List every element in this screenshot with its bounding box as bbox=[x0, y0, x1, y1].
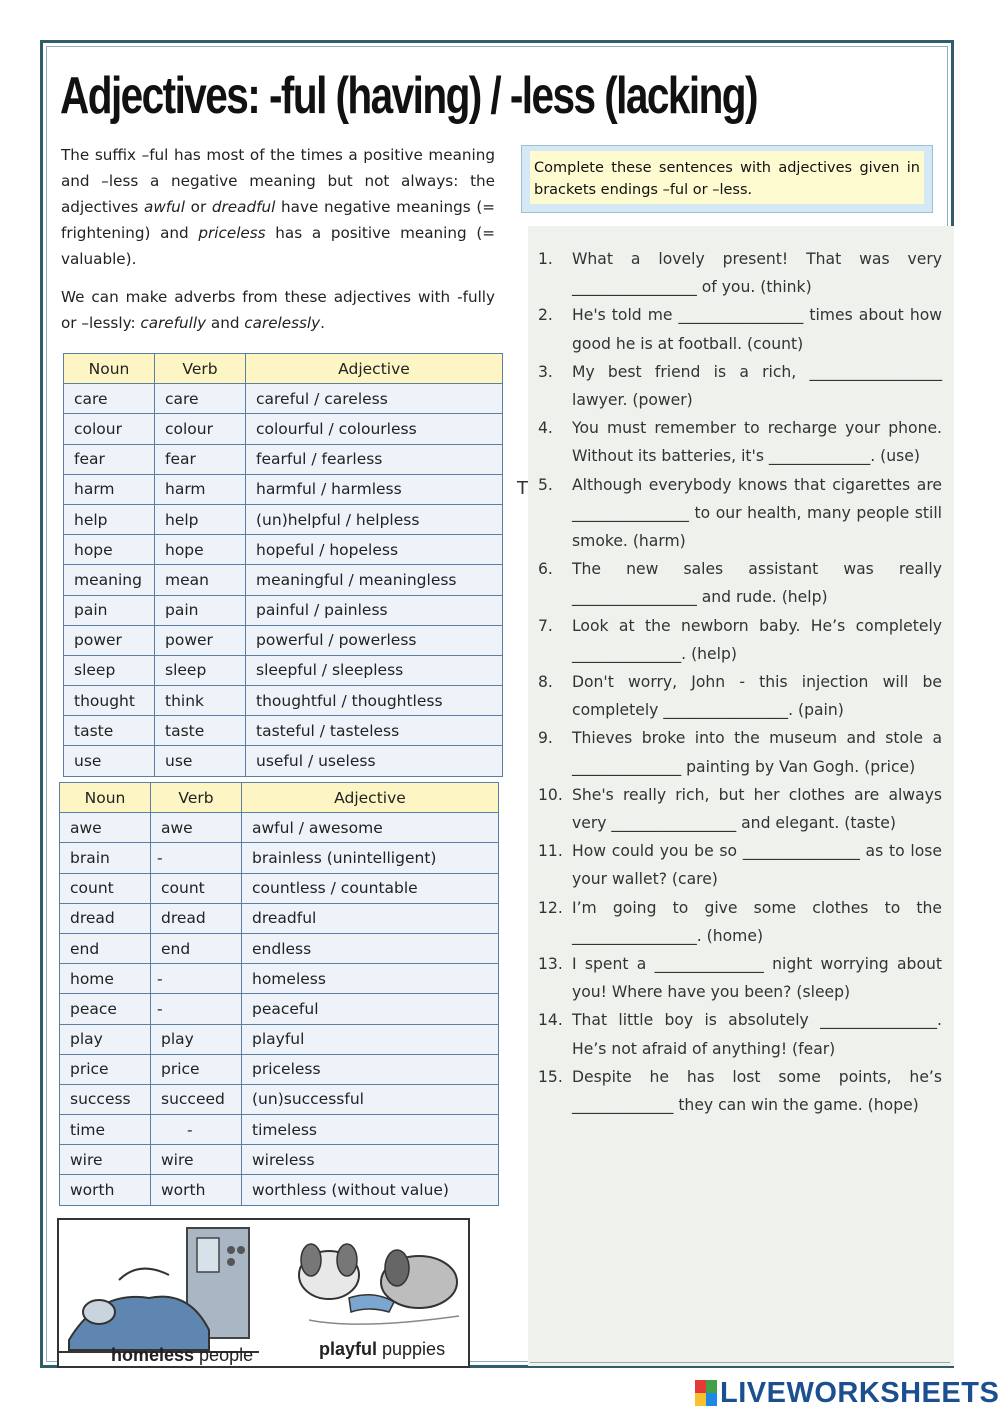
table-row bbox=[64, 565, 503, 595]
cell-verb: wire bbox=[151, 1145, 242, 1175]
exercise-item bbox=[538, 781, 942, 837]
cell-noun: home bbox=[60, 964, 151, 994]
cell-noun: fear bbox=[64, 444, 155, 474]
cell-verb: help bbox=[155, 504, 246, 534]
header-noun: Noun bbox=[64, 354, 155, 384]
table-row bbox=[64, 474, 503, 504]
table-row bbox=[64, 414, 503, 444]
table-row bbox=[64, 595, 503, 625]
table-row bbox=[64, 444, 503, 474]
exercise-text: You must remember to recharge your phone. Without its batteries, it's _____________. (use) bbox=[572, 419, 942, 466]
cell-verb: awe bbox=[151, 813, 242, 843]
table-row bbox=[60, 873, 499, 903]
exercise-number: 6. bbox=[538, 560, 553, 579]
cell-noun: time bbox=[60, 1115, 151, 1145]
cell-adjective: fearful / fearless bbox=[246, 444, 503, 474]
exercise-text: My best friend is a rich, _________________ lawyer. (power) bbox=[572, 362, 942, 410]
cell-adjective: (un)successful bbox=[242, 1084, 499, 1114]
cell-verb: count bbox=[151, 873, 242, 903]
table-row bbox=[64, 686, 503, 716]
exercise-text: That little boy is absolutely _______________. He’s not afraid of anything! (fear) bbox=[572, 1011, 942, 1058]
cell-verb: pain bbox=[155, 595, 246, 625]
intro-paragraph-2: We can make adverbs from these adjectives with -fully or –lessly: carefully and carelessly. bbox=[61, 288, 495, 332]
exercise-number: 14. bbox=[538, 1011, 563, 1030]
cell-adjective: awful / awesome bbox=[242, 813, 499, 843]
cell-verb: taste bbox=[155, 716, 246, 746]
cell-noun: play bbox=[60, 1024, 151, 1054]
exercise-text: Look at the newborn baby. He’s completely ______________. (help) bbox=[572, 616, 942, 663]
cell-adjective: dreadful bbox=[242, 903, 499, 933]
cell-noun: colour bbox=[64, 414, 155, 444]
exercise-item bbox=[538, 1006, 942, 1062]
exercise-item bbox=[538, 358, 942, 414]
exercise-item bbox=[538, 1063, 942, 1119]
exercise-text: What a lovely present! That was very ________________ of you. (think) bbox=[572, 250, 942, 297]
cell-verb: price bbox=[151, 1054, 242, 1084]
cell-adjective: timeless bbox=[242, 1115, 499, 1145]
exercise-number: 10. bbox=[538, 785, 563, 804]
cell-verb: succeed bbox=[151, 1084, 242, 1114]
cell-noun: use bbox=[64, 746, 155, 776]
cell-verb: mean bbox=[155, 565, 246, 595]
exercise-item bbox=[538, 894, 942, 950]
intro-paragraph-1: The suffix –ful has most of the times a positive meaning and –less a negative meaning but not always: the adjectives awful or dreadful have negative meanings (= frightening) and priceless has a positive meaning (= valuable). bbox=[61, 146, 495, 268]
cell-verb: worth bbox=[151, 1175, 242, 1205]
header-adjective: Adjective bbox=[242, 783, 499, 813]
cell-noun: hope bbox=[64, 535, 155, 565]
instruction-box bbox=[521, 145, 933, 213]
exercise-item bbox=[538, 301, 942, 357]
exercise-list bbox=[538, 245, 942, 1119]
cell-adjective: painful / painless bbox=[246, 595, 503, 625]
cell-verb: care bbox=[155, 384, 246, 414]
illustration bbox=[57, 1218, 470, 1368]
panel-divider bbox=[530, 1362, 950, 1363]
cell-verb: think bbox=[155, 686, 246, 716]
cell-verb: - bbox=[151, 1115, 242, 1145]
table-row bbox=[60, 813, 499, 843]
cell-noun: awe bbox=[60, 813, 151, 843]
page-title: Adjectives: -ful (having) / -less (lacking) bbox=[60, 67, 757, 125]
cell-adjective: (un)helpful / helpless bbox=[246, 504, 503, 534]
cell-adjective: worthless (without value) bbox=[242, 1175, 499, 1205]
cell-verb: dread bbox=[151, 903, 242, 933]
cell-adjective: meaningful / meaningless bbox=[246, 565, 503, 595]
cell-verb: power bbox=[155, 625, 246, 655]
table-row bbox=[60, 1145, 499, 1175]
cell-noun: care bbox=[64, 384, 155, 414]
exercise-text: I’m going to give some clothes to the ________________. (home) bbox=[572, 898, 942, 945]
exercise-item bbox=[538, 555, 942, 611]
cell-verb: hope bbox=[155, 535, 246, 565]
exercise-item bbox=[538, 668, 942, 724]
header-verb: Verb bbox=[155, 354, 246, 384]
cell-adjective: powerful / powerless bbox=[246, 625, 503, 655]
table-row bbox=[60, 843, 499, 873]
table-row bbox=[60, 1175, 499, 1205]
table-row bbox=[60, 964, 499, 994]
cell-adjective: hopeful / hopeless bbox=[246, 535, 503, 565]
cell-adjective: harmful / harmless bbox=[246, 474, 503, 504]
table-row bbox=[60, 994, 499, 1024]
exercise-item bbox=[538, 245, 942, 301]
intro-text bbox=[61, 142, 495, 348]
exercise-item bbox=[538, 724, 942, 780]
cell-adjective: homeless bbox=[242, 964, 499, 994]
table-row bbox=[60, 1054, 499, 1084]
cell-noun: peace bbox=[60, 994, 151, 1024]
exercise-text: She's really rich, but her clothes are always very ________________ and elegant. (taste) bbox=[572, 785, 942, 833]
table-row bbox=[60, 1024, 499, 1054]
table-row bbox=[64, 625, 503, 655]
word-table-2 bbox=[59, 782, 499, 1206]
exercise-item bbox=[538, 414, 942, 470]
cell-adjective: careful / careless bbox=[246, 384, 503, 414]
logo-badge-icon bbox=[695, 1380, 717, 1406]
exercise-text: I spent a ______________ night worrying about you! Where have you been? (sleep) bbox=[572, 955, 942, 1002]
exercise-text: Thieves broke into the museum and stole a ______________ painting by Van Gogh. (price) bbox=[572, 729, 942, 776]
exercise-number: 11. bbox=[538, 842, 563, 861]
caption-homeless: homeless people bbox=[111, 1345, 254, 1365]
cell-adjective: countless / countable bbox=[242, 873, 499, 903]
table-row bbox=[60, 903, 499, 933]
exercise-text: Although everybody knows that cigarettes are _______________ to our health, many people still smoke. (harm) bbox=[572, 475, 942, 551]
cell-verb: end bbox=[151, 933, 242, 963]
cell-noun: sleep bbox=[64, 655, 155, 685]
exercise-item bbox=[538, 950, 942, 1006]
header-verb: Verb bbox=[151, 783, 242, 813]
cell-adjective: useful / useless bbox=[246, 746, 503, 776]
cell-adjective: tasteful / tasteless bbox=[246, 716, 503, 746]
exercise-text: He's told me ________________ times about how good he is at football. (count) bbox=[572, 306, 942, 353]
exercise-number: 9. bbox=[538, 729, 553, 748]
cell-adjective: thoughtful / thoughtless bbox=[246, 686, 503, 716]
cell-noun: wire bbox=[60, 1145, 151, 1175]
cell-adjective: colourful / colourless bbox=[246, 414, 503, 444]
exercise-text: The new sales assistant was really ________________ and rude. (help) bbox=[572, 560, 942, 607]
cell-verb: colour bbox=[155, 414, 246, 444]
exercise-number: 7. bbox=[538, 616, 553, 635]
table-row bbox=[60, 933, 499, 963]
exercise-number: 2. bbox=[538, 306, 553, 325]
cell-noun: brain bbox=[60, 843, 151, 873]
exercise-number: 1. bbox=[538, 250, 553, 268]
cell-adjective: wireless bbox=[242, 1145, 499, 1175]
cell-adjective: endless bbox=[242, 933, 499, 963]
table-row bbox=[64, 655, 503, 685]
logo-text: LIVEWORKSHEETS bbox=[720, 1376, 1000, 1409]
exercise-item bbox=[538, 612, 942, 668]
exercise-number: 3. bbox=[538, 362, 553, 381]
table-row bbox=[60, 1084, 499, 1114]
cell-noun: dread bbox=[60, 903, 151, 933]
cell-adjective: priceless bbox=[242, 1054, 499, 1084]
exercise-text: How could you be so _______________ as to lose your wallet? (care) bbox=[572, 842, 942, 889]
cell-noun: harm bbox=[64, 474, 155, 504]
cell-verb: - bbox=[151, 964, 242, 994]
table-row bbox=[64, 535, 503, 565]
table-row bbox=[64, 716, 503, 746]
header-noun: Noun bbox=[60, 783, 151, 813]
exercise-number: 13. bbox=[538, 955, 563, 974]
cell-adjective: brainless (unintelligent) bbox=[242, 843, 499, 873]
exercise-item bbox=[538, 471, 942, 556]
cell-noun: pain bbox=[64, 595, 155, 625]
cell-verb: - bbox=[151, 994, 242, 1024]
cell-adjective: playful bbox=[242, 1024, 499, 1054]
table-row bbox=[64, 504, 503, 534]
cell-verb: fear bbox=[155, 444, 246, 474]
cell-adjective: peaceful bbox=[242, 994, 499, 1024]
exercise-number: 12. bbox=[538, 898, 563, 917]
table-row bbox=[60, 1115, 499, 1145]
cell-noun: thought bbox=[64, 686, 155, 716]
instruction-text: Complete these sentences with adjectives given in brackets endings –ful or –less. bbox=[530, 151, 924, 204]
cell-noun: success bbox=[60, 1084, 151, 1114]
exercise-number: 5. bbox=[538, 475, 553, 494]
header-adjective: Adjective bbox=[246, 354, 503, 384]
cell-verb: - bbox=[151, 843, 242, 873]
exercise-number: 15. bbox=[538, 1067, 563, 1086]
exercise-number: 8. bbox=[538, 673, 553, 692]
table-row bbox=[64, 384, 503, 414]
exercise-text: Despite he has lost some points, he’s _____________ they can win the game. (hope) bbox=[572, 1067, 942, 1115]
cell-verb: harm bbox=[155, 474, 246, 504]
exercise-number: 4. bbox=[538, 419, 553, 438]
exercise-text: Don't worry, John - this injection will be completely ________________. (pain) bbox=[572, 673, 942, 720]
caption-playful: playful puppies bbox=[319, 1339, 446, 1359]
cell-noun: power bbox=[64, 625, 155, 655]
cell-adjective: sleepful / sleepless bbox=[246, 655, 503, 685]
cell-verb: sleep bbox=[155, 655, 246, 685]
cell-noun: count bbox=[60, 873, 151, 903]
liveworksheets-logo bbox=[695, 1376, 999, 1410]
cell-noun: meaning bbox=[64, 565, 155, 595]
word-table-1 bbox=[63, 353, 503, 777]
cell-verb: use bbox=[155, 746, 246, 776]
cell-noun: end bbox=[60, 933, 151, 963]
cell-noun: price bbox=[60, 1054, 151, 1084]
table-row bbox=[64, 746, 503, 776]
cell-verb: play bbox=[151, 1024, 242, 1054]
cell-noun: taste bbox=[64, 716, 155, 746]
cell-noun: help bbox=[64, 504, 155, 534]
cell-noun: worth bbox=[60, 1175, 151, 1205]
stray-character: T bbox=[517, 478, 528, 499]
exercise-item bbox=[538, 837, 942, 893]
